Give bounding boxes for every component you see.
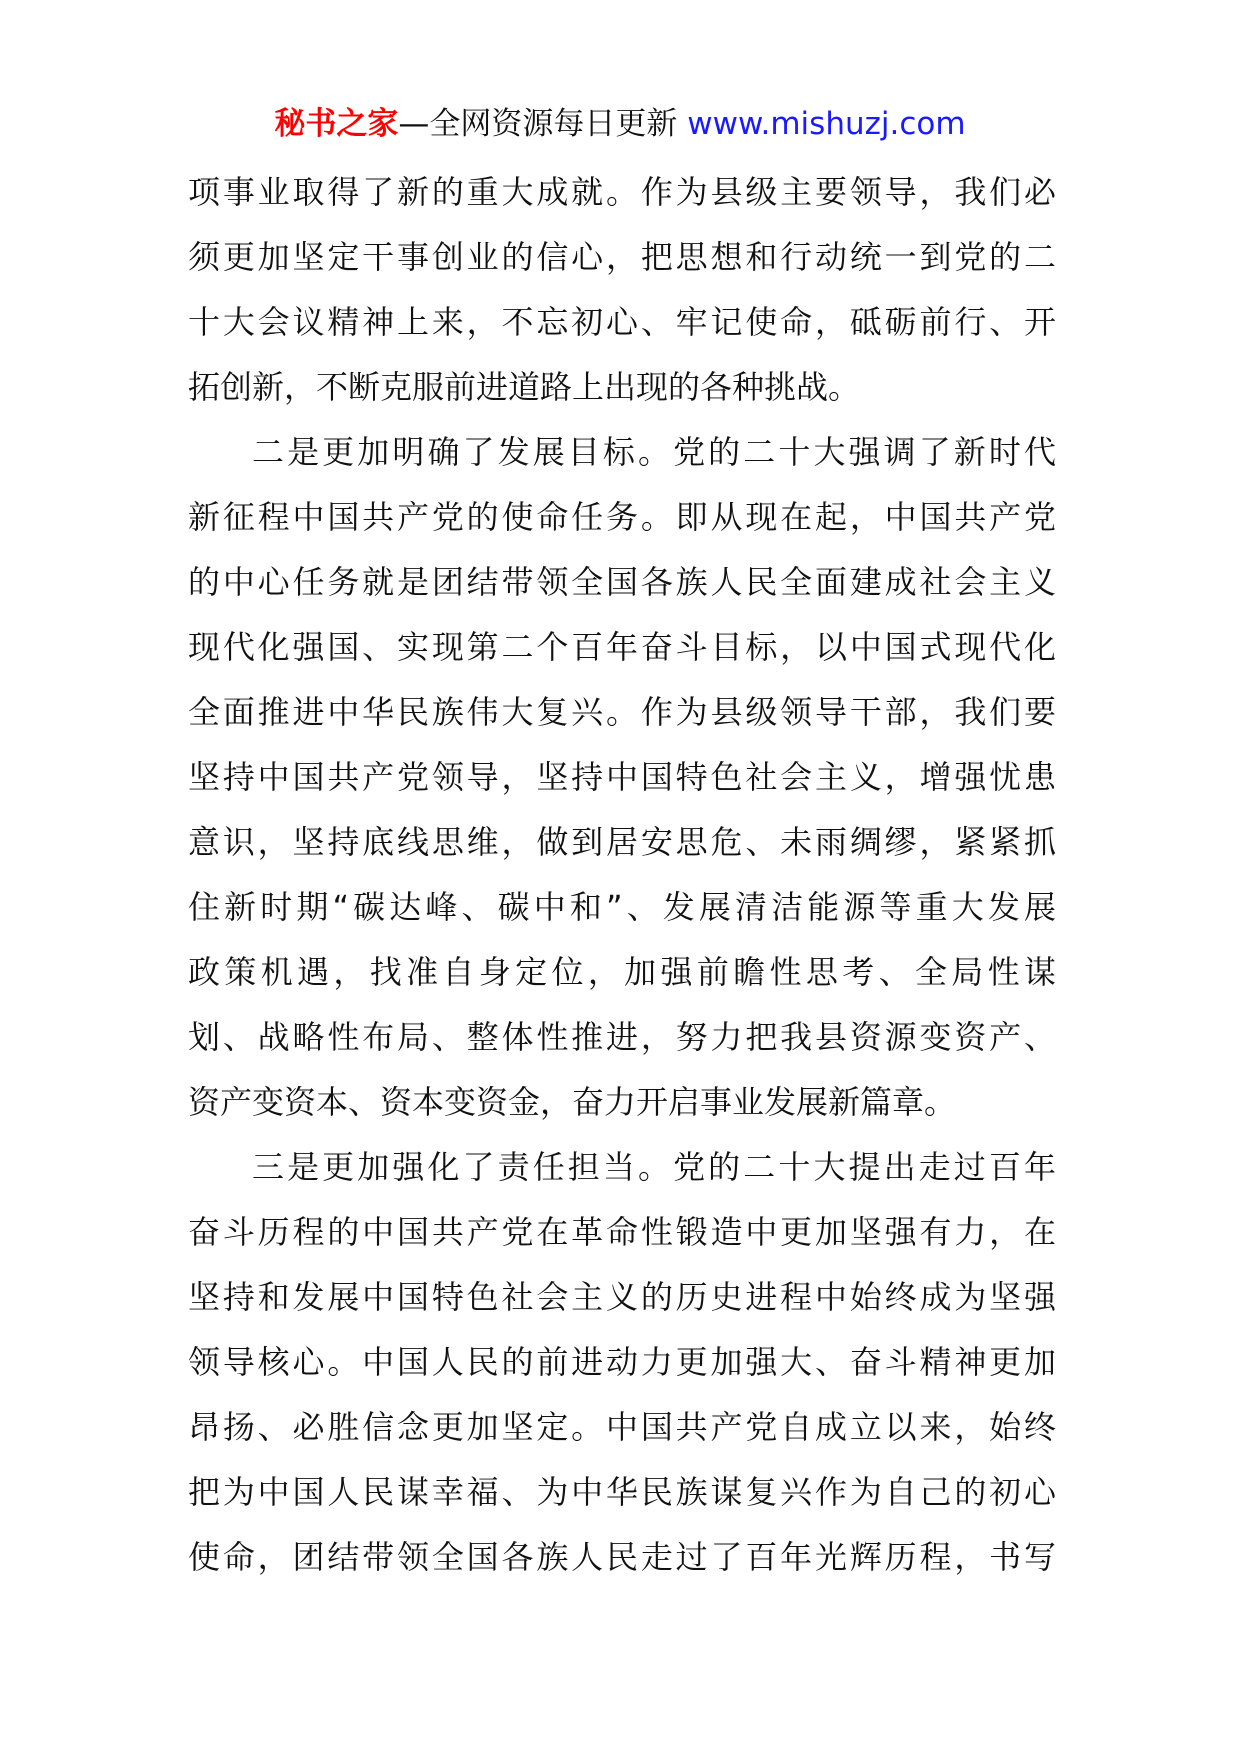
text-line: 坚持和发展中国特色社会主义的历史进程中始终成为坚强 (188, 1278, 1056, 1316)
text-line: 政策机遇，找准自身定位，加强前瞻性思考、全局性谋 (188, 953, 1056, 991)
text-line: 十大会议精神上来，不忘初心、牢记使命，砥砺前行、开 (188, 303, 1056, 341)
text-line: 资产变资本、资本变资金，奋力开启事业发展新篇章。 (188, 1083, 957, 1121)
text-line: 昂扬、必胜信念更加坚定。中国共产党自成立以来，始终 (188, 1408, 1056, 1446)
text-line: 的中心任务就是团结带领全国各族人民全面建成社会主义 (188, 563, 1056, 601)
text-line: 新征程中国共产党的使命任务。即从现在起，中国共产党 (188, 498, 1056, 536)
paragraph-heading-line: 三是更加强化了责任担当。党的二十大提出走过百年 (252, 1148, 1056, 1186)
text-line: 拓创新，不断克服前进道路上出现的各种挑战。 (188, 368, 861, 406)
text-line: 全面推进中华民族伟大复兴。作为县级领导干部，我们要 (188, 693, 1056, 731)
text-line: 划、战略性布局、整体性推进，努力把我县资源变资产、 (188, 1018, 1056, 1056)
brand-name: 秘书之家 (274, 106, 399, 142)
header-tagline: —全网资源每日更新 (398, 106, 678, 142)
text-line: 现代化强国、实现第二个百年奋斗目标，以中国式现代化 (188, 628, 1056, 666)
text-line: 住新时期“碳达峰、碳中和”、发展清洁能源等重大发展 (188, 888, 1056, 926)
text-line: 须更加坚定干事创业的信心，把思想和行动统一到党的二 (188, 238, 1056, 276)
text-line: 把为中国人民谋幸福、为中华民族谋复兴作为自己的初心 (188, 1473, 1056, 1511)
site-header (0, 100, 1240, 148)
text-line: 坚持中国共产党领导，坚持中国特色社会主义，增强忧患 (188, 758, 1056, 796)
text-line: 领导核心。中国人民的前进动力更加强大、奋斗精神更加 (188, 1343, 1056, 1381)
paragraph-heading-line: 二是更加明确了发展目标。党的二十大强调了新时代 (252, 433, 1056, 471)
text-line: 意识，坚持底线思维，做到居安思危、未雨绸缪，紧紧抓 (188, 823, 1056, 861)
text-line: 使命，团结带领全国各族人民走过了百年光辉历程，书写 (188, 1538, 1056, 1576)
document-body (188, 160, 1056, 1590)
site-url-link[interactable]: www.mishuzj.com (687, 106, 966, 142)
text-line: 奋斗历程的中国共产党在革命性锻造中更加坚强有力，在 (188, 1213, 1056, 1251)
text-line: 项事业取得了新的重大成就。作为县级主要领导，我们必 (188, 173, 1056, 211)
